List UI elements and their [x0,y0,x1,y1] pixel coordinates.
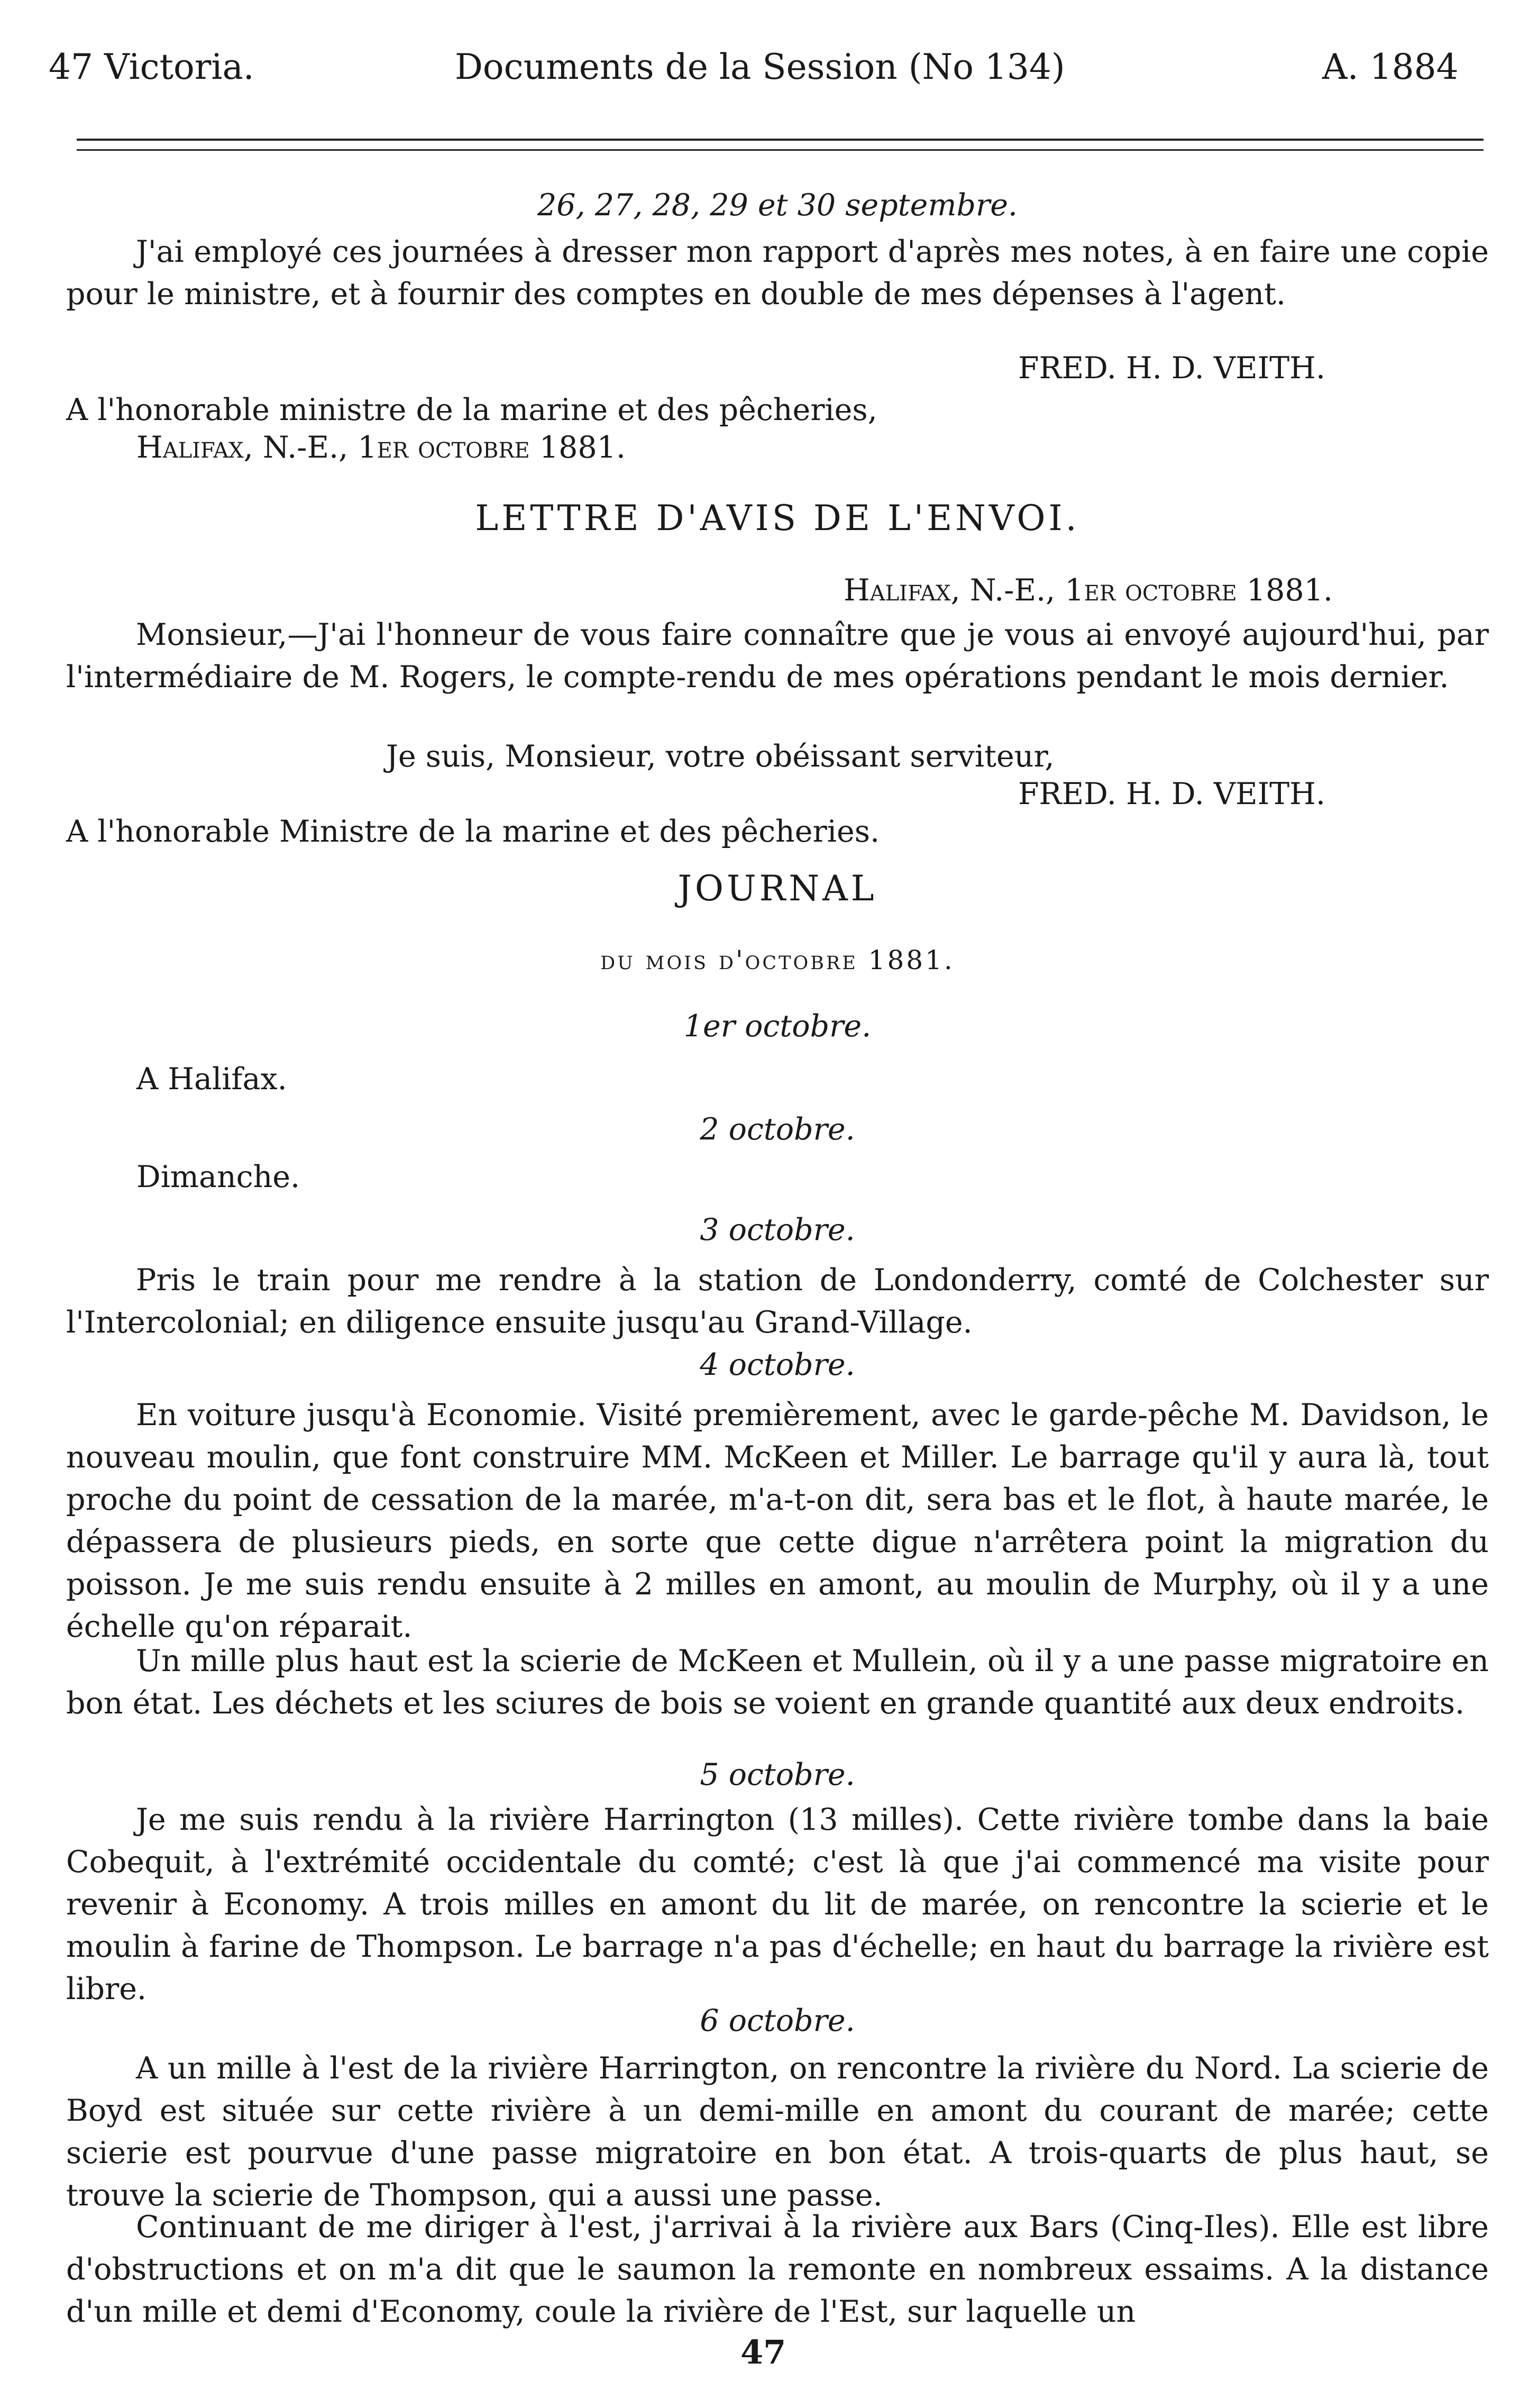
signature-2: FRED. H. D. VEITH. [1018,777,1325,811]
oct-6-paragraph-1: A un mille à l'est de la rivière Harrington, on rencontre la rivière du Nord. La scierie de Boyd est située sur cette rivière à un demi-mille en amont du courant de marée; cette scierie est pourvue d'une passe migratoire en bon état. A trois-quarts de plus haut, se trouve la scierie de Thompson, qui a aussi une passe. [66,2051,1489,2213]
paragraph-sept: J'ai employé ces journées à dresser mon rapport d'après mes notes, à en faire une copie pour le ministre, et à fournir des comptes en double de mes dépenses à l'agent. [66,234,1489,312]
page-number: 47 [740,2333,786,2371]
date-heading-oct-5: 5 octobre. [700,1757,855,1792]
date-heading-oct-3: 3 octobre. [700,1212,855,1247]
header-right: A. 1884 [1322,47,1459,87]
letter-place-date: Halifax, N.-E., 1er octobre 1881. [844,573,1333,608]
signature-1: FRED. H. D. VEITH. [1018,351,1325,386]
header-center: Documents de la Session (No 134) [455,47,1065,87]
date-heading-oct-2: 2 octobre. [700,1112,855,1147]
oct-4-paragraph-1: En voiture jusqu'à Economie. Visité premièrement, avec le garde-pêche M. Davidson, le nouveau moulin, que font construire MM. McKeen et Miller. Le barrage qu'il y aura là, tout proche du point de cessation de la marée, m'a-t-on dit, sera bas et le flot, à haute marée, le dépassera de plusieurs pieds, en sorte que cette digue n'arrêtera point la migration du poisson. Je me suis rendu ensuite à 2 milles en amont, au moulin de Murphy, où il y a une échelle qu'on réparait. [66,1398,1489,1644]
journal-title: JOURNAL [678,868,877,909]
date-heading-oct-4: 4 octobre. [700,1347,855,1382]
address-1-line-1: A l'honorable ministre de la marine et des pêcheries, [66,393,877,427]
oct-6-paragraph-2: Continuant de me diriger à l'est, j'arrivai à la rivière aux Bars (Cinq-Iles). Elle est libre d'obstructions et on m'a dit que le saumon la remonte en nombreux essaims. A la distance d'un mille et demi d'Economy, coule la rivière de l'Est, sur laquelle un [66,2210,1489,2329]
journal-subtitle: du mois d'octobre 1881. [600,945,955,975]
oct-4-paragraph-2: Un mille plus haut est la scierie de McKeen et Mullein, où il y a une passe migratoire en bon état. Les déchets et les sciures de bois se voient en grande quantité aux deux endroits. [66,1644,1489,1721]
date-heading-oct-1: 1er octobre. [683,1009,872,1044]
letter-body: Monsieur,—J'ai l'honneur de vous faire connaître que je vous ai envoyé aujourd'hui, par l'intermédiaire de M. Rogers, le compte-rendu de mes opérations pendant le mois dernier. [66,617,1489,695]
oct-2-text: Dimanche. [136,1160,300,1194]
oct-1-text: A Halifax. [136,1062,287,1097]
oct-5-paragraph: Je me suis rendu à la rivière Harrington (13 milles). Cette rivière tombe dans la baie Cobequit, à l'extrémité occidentale du comté; c'est là que j'ai commencé ma visite pour revenir à Economy. A trois milles en amont du lit de marée, on rencontre la scierie et le moulin à farine de Thompson. Le barrage n'a pas d'échelle; en haut du barrage la rivière est libre. [66,1802,1489,2006]
letter-title: LETTRE D'AVIS DE L'ENVOI. [475,498,1080,539]
header-rule-top [77,139,1484,141]
oct-3-paragraph: Pris le train pour me rendre à la station de Londonderry, comté de Colchester sur l'Intercolonial; en diligence ensuite jusqu'au Grand-Village. [66,1263,1489,1340]
header-rule-bottom [77,149,1484,151]
letter-closing: Je suis, Monsieur, votre obéissant serviteur, [386,739,1055,774]
date-heading-oct-6: 6 octobre. [700,2003,855,2038]
address-2: A l'honorable Ministre de la marine et des pêcheries. [66,814,880,849]
address-1-line-2: Halifax, N.-E., 1er octobre 1881. [136,430,626,465]
header-left: 47 Victoria. [49,47,254,87]
date-heading-sept: 26, 27, 28, 29 et 30 septembre. [537,188,1018,223]
